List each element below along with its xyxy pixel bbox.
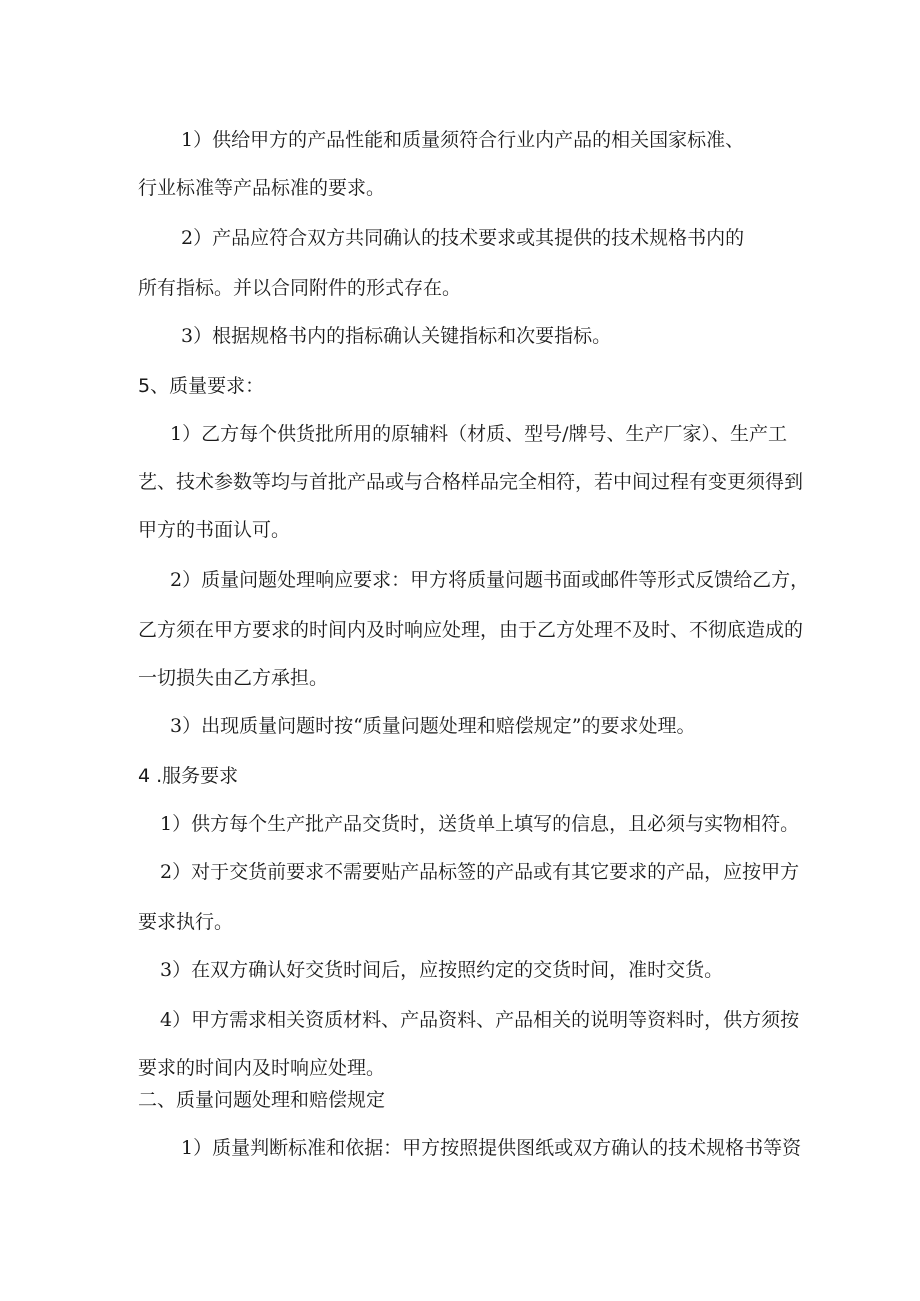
text-line: 要求执行。 — [138, 911, 234, 933]
section-heading: 4 .服务要求 — [138, 765, 239, 787]
section-heading: 5、质量要求： — [138, 375, 265, 397]
text-line: 1）乙方每个供货批所用的原辅料（材质、型号/牌号、生产厂家）、生产工 — [170, 423, 787, 445]
text-line: 2）产品应符合双方共同确认的技术要求或其提供的技术规格书内的 — [181, 227, 745, 249]
text-line: 3）出现质量问题时按“质量问题处理和赔偿规定”的要求处理。 — [170, 715, 696, 737]
text-line: 2）质量问题处理响应要求：甲方将质量问题书面或邮件等形式反馈给乙方， — [170, 569, 810, 591]
text-line: 乙方须在甲方要求的时间内及时响应处理，由于乙方处理不及时、不彻底造成的 — [138, 619, 804, 641]
text-line: 1）质量判断标准和依据：甲方按照提供图纸或双方确认的技术规格书等资 — [181, 1137, 802, 1159]
text-line: 1）供给甲方的产品性能和质量须符合行业内产品的相关国家标准、 — [181, 129, 745, 151]
section-heading: 二、质量问题处理和赔偿规定 — [138, 1089, 386, 1111]
text-line: 3）在双方确认好交货时间后，应按照约定的交货时间，准时交货。 — [160, 959, 724, 981]
text-line: 2）对于交货前要求不需要贴产品标签的产品或有其它要求的产品，应按甲方 — [160, 861, 800, 883]
text-line: 艺、技术参数等均与首批产品或与合格样品完全相符，若中间过程有变更须得到 — [138, 471, 804, 493]
text-line: 甲方的书面认可。 — [138, 519, 291, 541]
text-line: 要求的时间内及时响应处理。 — [138, 1057, 386, 1079]
text-line: 行业标准等产品标准的要求。 — [138, 177, 386, 199]
text-line: 一切损失由乙方承担。 — [138, 667, 329, 689]
text-line: 4）甲方需求相关资质材料、产品资料、产品相关的说明等资料时，供方须按 — [160, 1009, 800, 1031]
text-line: 所有指标。并以合同附件的形式存在。 — [138, 277, 462, 299]
text-line: 1）供方每个生产批产品交货时，送货单上填写的信息，且必须与实物相符。 — [160, 813, 800, 835]
text-line: 3）根据规格书内的指标确认关键指标和次要指标。 — [181, 325, 612, 347]
